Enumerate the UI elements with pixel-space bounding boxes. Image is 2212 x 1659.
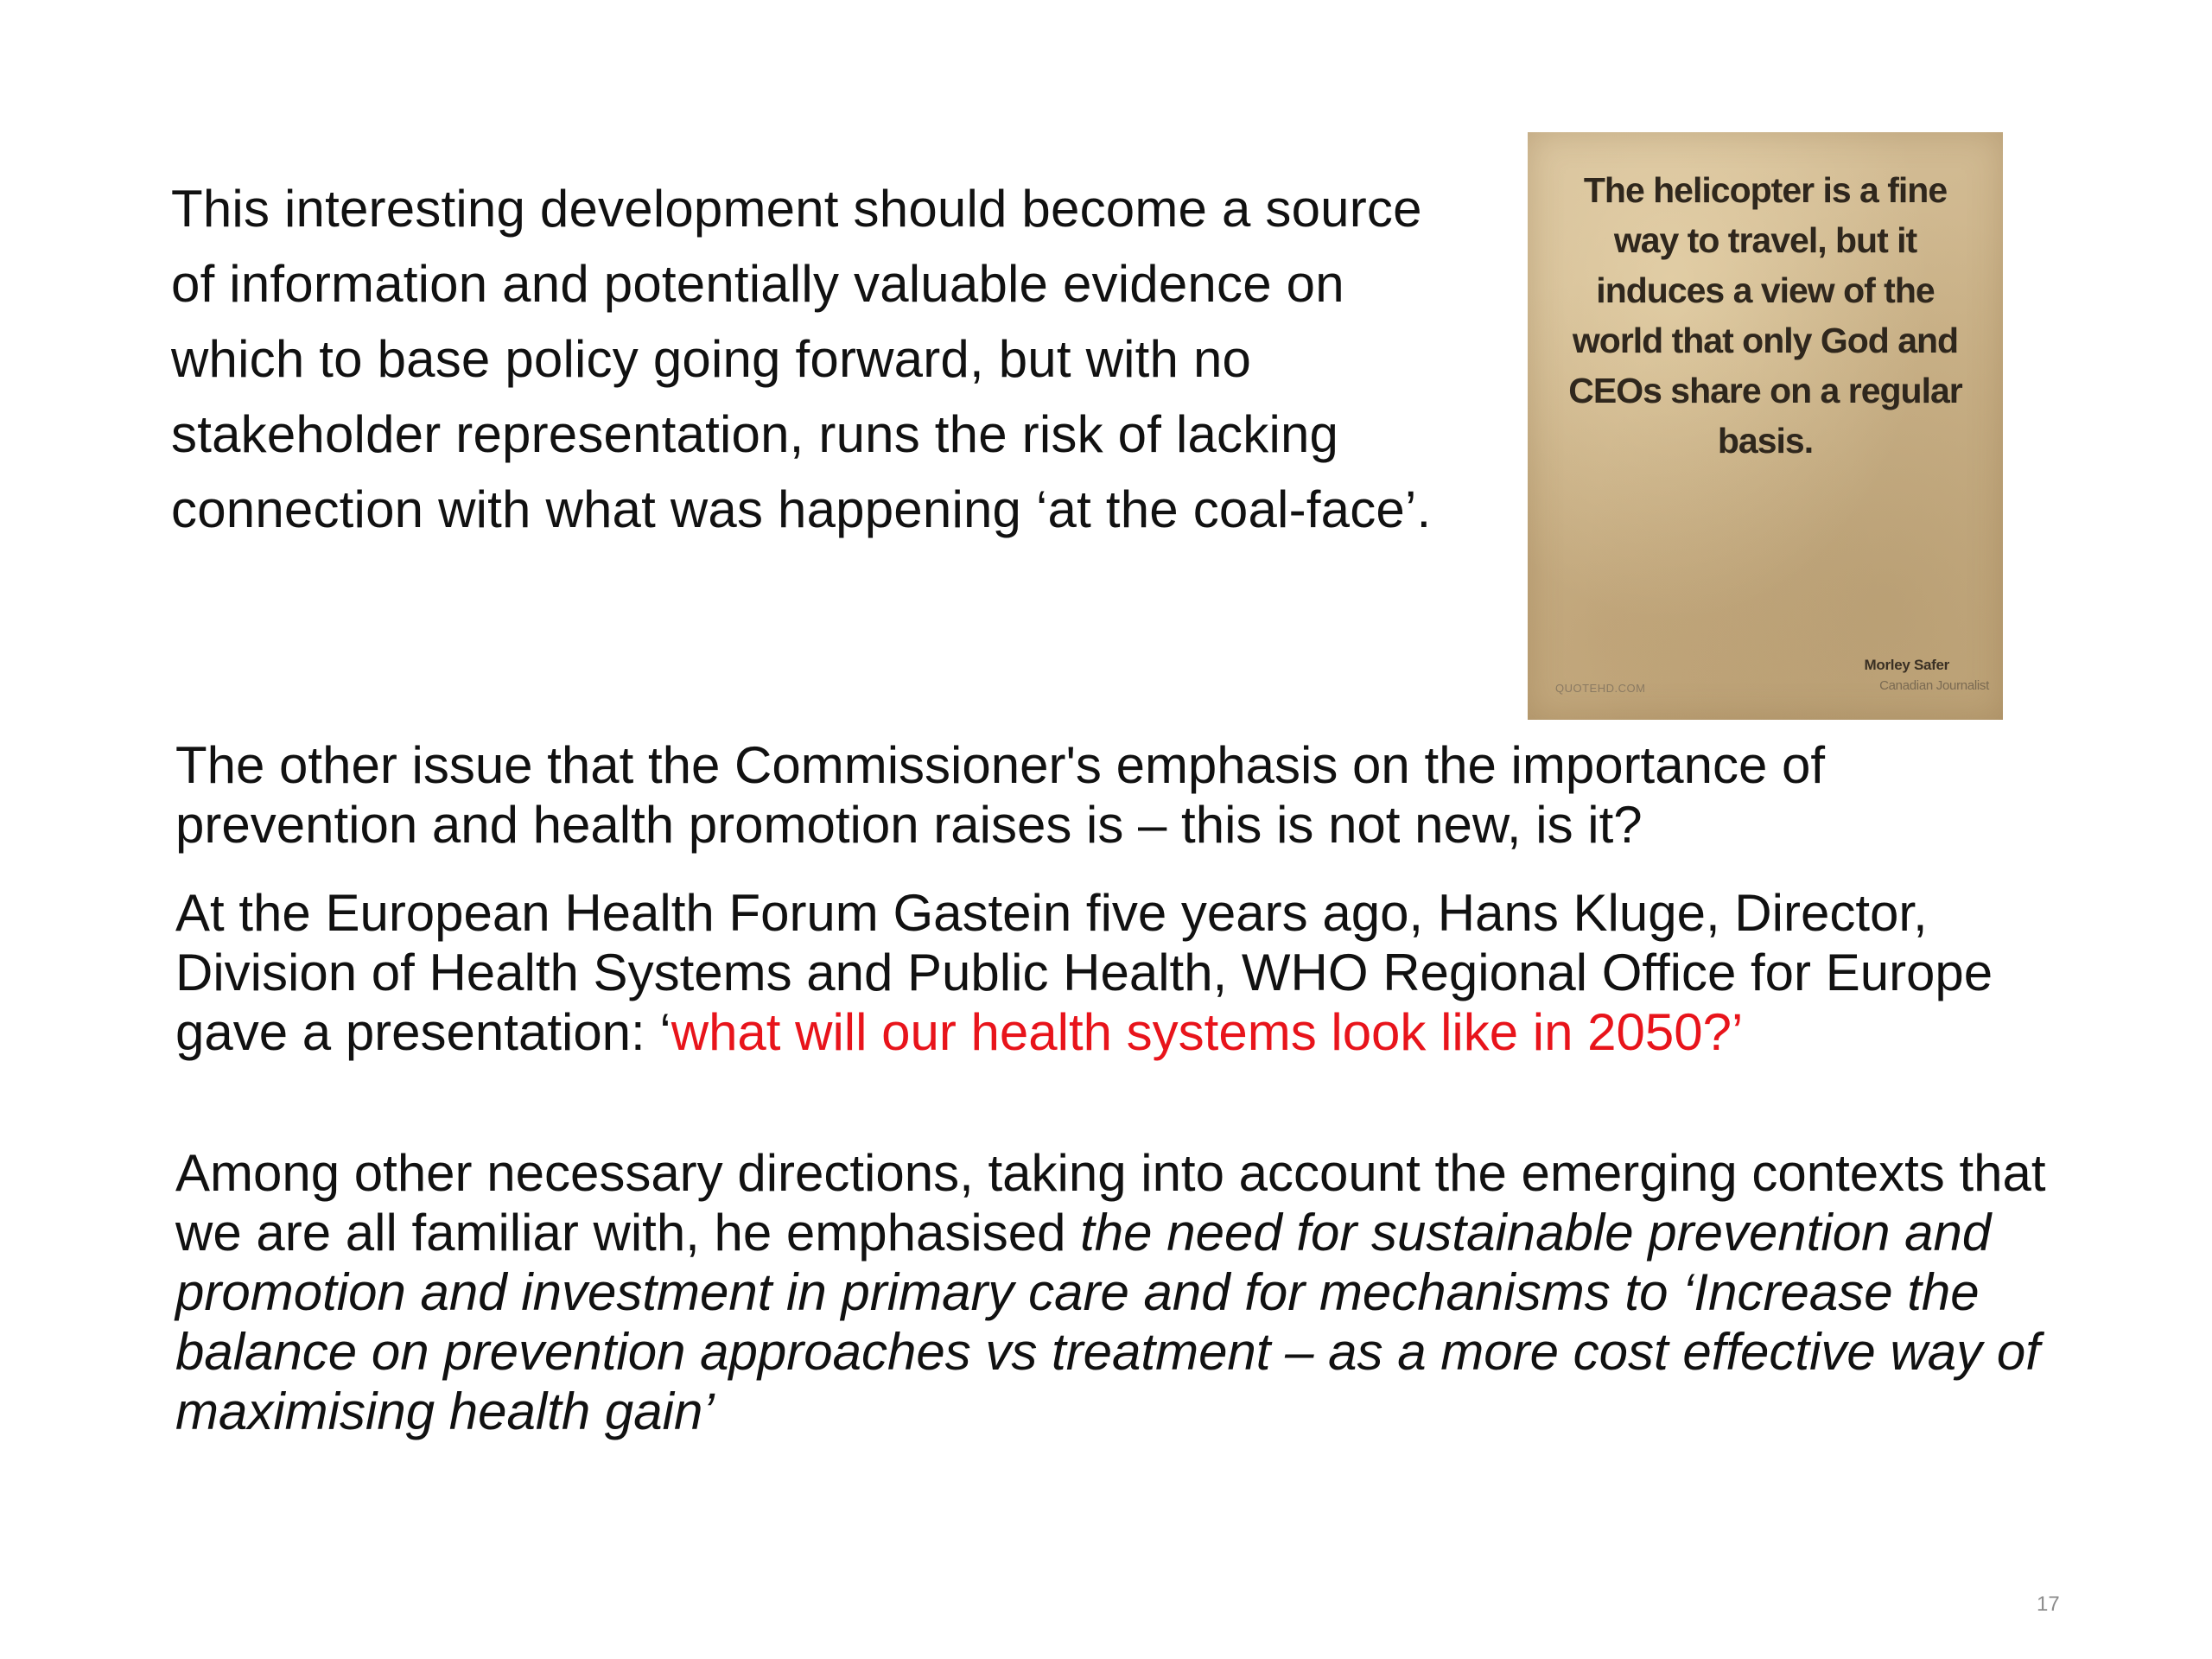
directions-paragraph (175, 1143, 2076, 1441)
gastein-paragraph (175, 883, 2076, 1062)
directions-text: Among other necessary directions, taking into account the emerging contexts that we are all familiar with, he emphasised (175, 1144, 2046, 1262)
quote-author: Morley Safer (1864, 657, 1949, 673)
gastein-text: At the European Health Forum Gastein five years ago, Hans Kluge, Director, Division of Health Systems and Public Health, WHO Regional Office for Europe gave a presentation: ‘ (175, 884, 1993, 1061)
quote-author-role: Canadian Journalist (1879, 678, 1989, 693)
quote-text: The helicopter is a fine way to travel, but it induces a view of the world that only God and CEOs share on a regular basis. (1568, 170, 1962, 461)
page-number: 17 (2037, 1592, 2060, 1616)
quote-source-site: QUOTEHD.COM (1555, 682, 1646, 695)
directions-italic-quote: the need for sustainable prevention and promotion and investment in primary care and for mechanisms to ‘Increase the balance on prevention approaches vs treatment – as a more cost effective way of maximising health gain’ (175, 1204, 2040, 1440)
commissioner-paragraph: The other issue that the Commissioner's emphasis on the importance of prevention and health promotion raises is – this is not new, is it? (175, 736, 1826, 854)
quote-image (1528, 132, 2003, 720)
intro-paragraph: This interesting development should become a source of information and potentially valuable evidence on which to base policy going forward, but with no stakeholder representation, runs the risk of lacking connection with what was happening ‘at the coal-face’. (171, 180, 1432, 538)
presentation-title-highlight: what will our health systems look like in 2050?’ (671, 1003, 1744, 1061)
